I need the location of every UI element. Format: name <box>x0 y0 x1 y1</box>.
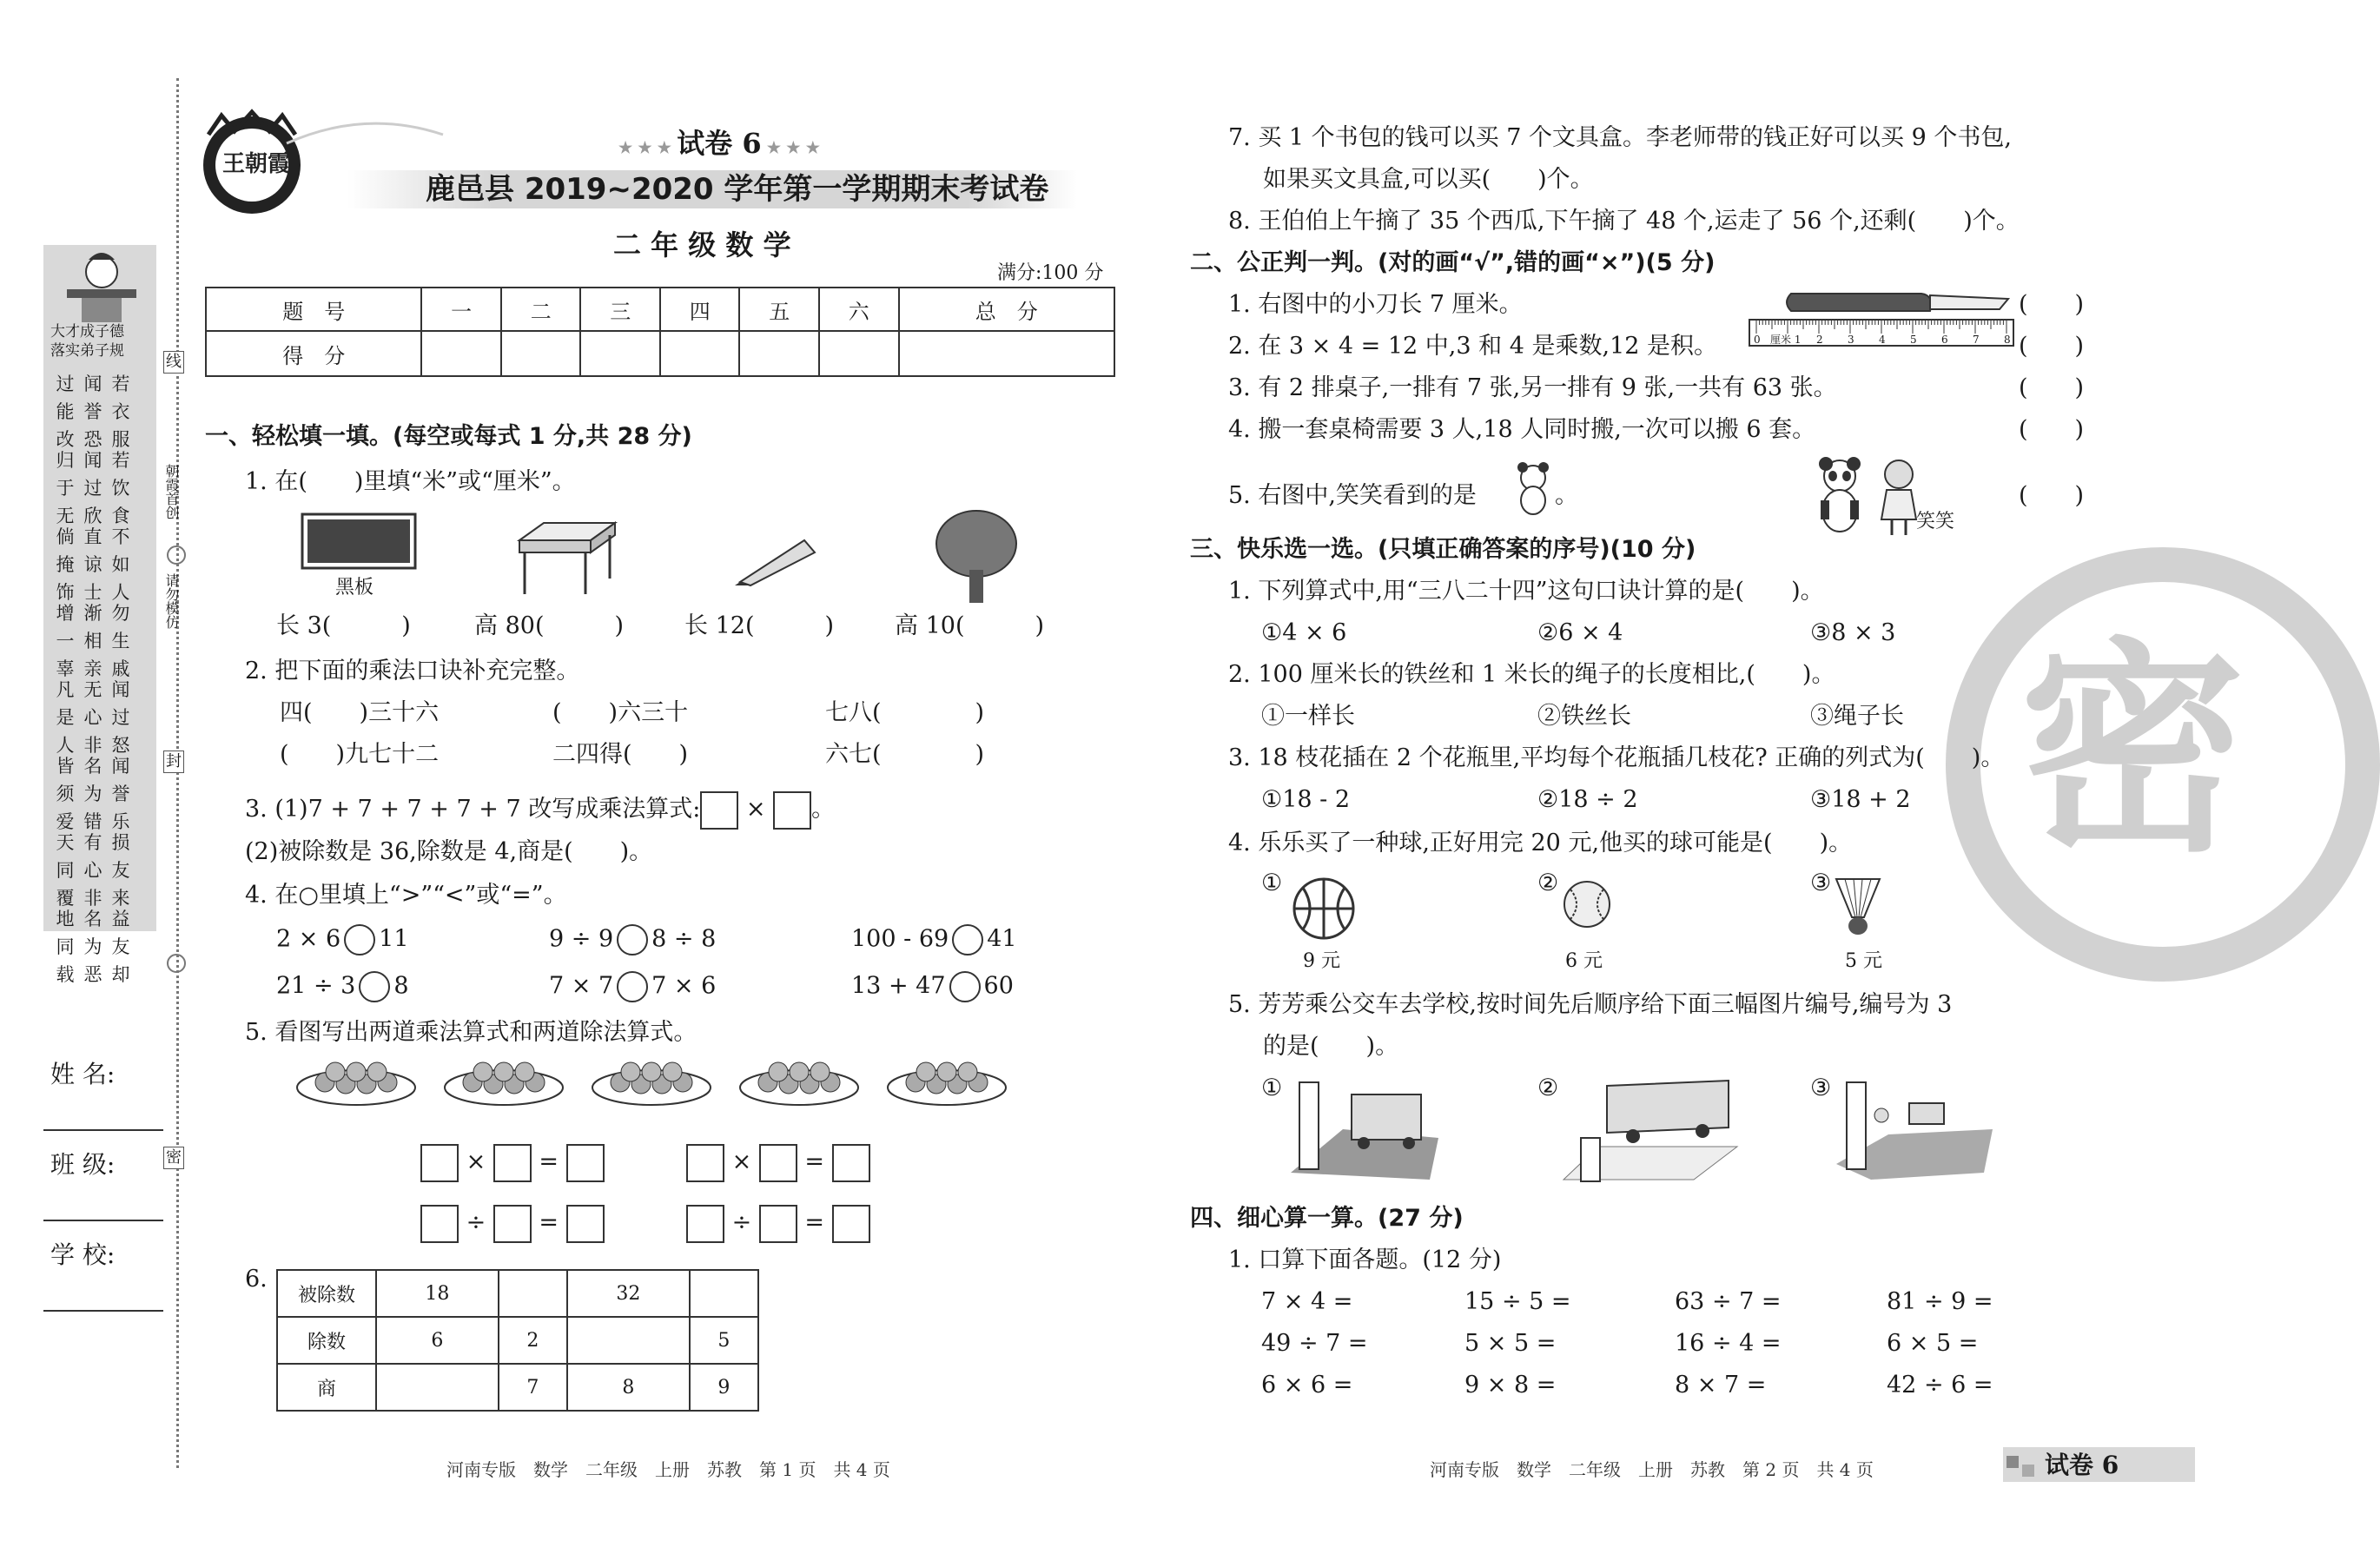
motto-line: 勿生戚 <box>111 603 130 679</box>
calc-item[interactable]: 5 × 5 = <box>1464 1330 1557 1357</box>
judge-item: 3. 有 2 排桌子,一排有 7 张,另一排有 9 张,一共有 63 张。 <box>1228 374 1837 401</box>
bus-picture-3-icon[interactable] <box>1836 1077 1993 1181</box>
q6-cell[interactable] <box>499 1270 567 1317</box>
q6-cell: 8 <box>567 1364 690 1411</box>
section2-title: 二、公正判一判。(对的画“√”,错的画“×”)(5 分) <box>1190 249 1716 276</box>
corner-square-icon <box>2022 1465 2034 1477</box>
motto-title-2: 落实弟子规 <box>50 342 124 360</box>
answer-box[interactable] <box>420 1144 459 1182</box>
choice-mark: ② <box>1537 1075 1559 1101</box>
subject-title: 二 年 级 数 学 <box>613 228 791 261</box>
choice-q5-line1: 5. 芳芳乘公交车去学校,按时间先后顺序给下面三幅图片编号,编号为 3 <box>1228 991 1953 1018</box>
paper-label: ★ ★ ★ 试卷 6 ★ ★ ★ <box>618 127 820 160</box>
side-note-1: 朝霞首创 <box>163 464 180 519</box>
motto-line: 倘掩饰 <box>56 526 75 603</box>
q2-item: 二四得( ) <box>552 741 689 768</box>
blackboard-icon <box>301 512 417 570</box>
q6-cell: 6 <box>376 1317 499 1364</box>
calc-item[interactable]: 6 × 6 = <box>1261 1372 1353 1399</box>
motto-line: 增一辜 <box>56 603 75 679</box>
ruler-label: 厘米 1 <box>1770 334 1802 346</box>
answer-box[interactable] <box>832 1205 870 1243</box>
choice-mark: ① <box>1261 870 1283 896</box>
answer-box[interactable] <box>700 791 738 830</box>
logo-text: 王朝霞 <box>222 151 291 177</box>
compare-item: 21 ÷ 3 8 <box>276 971 409 1002</box>
ruler-label: 0 <box>1754 334 1761 346</box>
q6-cell[interactable] <box>690 1270 758 1317</box>
q6-cell: 2 <box>499 1317 567 1364</box>
panda-back-icon <box>1513 462 1553 516</box>
q1-item: 长 12( ) <box>684 612 835 639</box>
ball-price: 6 元 <box>1565 950 1603 972</box>
q5-mult-2: × = <box>686 1143 870 1182</box>
footer-right: 河南专版 数学 二年级 上册 苏教 第 2 页 共 4 页 <box>1430 1459 1874 1480</box>
ruler-label: 7 <box>1973 334 1980 346</box>
answer-box[interactable] <box>493 1205 532 1243</box>
score-cell[interactable] <box>899 331 1114 376</box>
q6-cell: 7 <box>499 1364 567 1411</box>
motto-line: 若衣服 <box>111 374 130 450</box>
motto-line: 若饮食 <box>111 450 130 526</box>
motto-line: 闻过怒 <box>111 679 130 756</box>
choice-q3: 3. 18 枝花插在 2 个花瓶里,平均每个花瓶插几枝花? 正确的列式为( )。 <box>1228 744 2005 771</box>
compare-circle[interactable] <box>617 971 648 1002</box>
panda-icon <box>1812 457 1868 539</box>
motto-line: 损友来 <box>111 832 130 909</box>
ruler-label: 6 <box>1941 334 1948 346</box>
motto-line: 不如人 <box>111 526 130 603</box>
exam-title: 鹿邑县 2019~2020 学年第一学期期末考试卷 <box>426 172 1049 207</box>
q2-item: ( )六三十 <box>552 699 689 726</box>
motto-line: 有心非 <box>83 832 102 909</box>
choice-mark: ③ <box>1810 1075 1832 1101</box>
ruler-label: 3 <box>1848 334 1854 346</box>
score-header: 六 <box>819 288 899 331</box>
section4-title: 四、细心算一算。(27 分) <box>1190 1205 1464 1232</box>
choice-mark: ③ <box>1810 870 1832 896</box>
motto-line: 名为恶 <box>83 909 102 985</box>
q2-item: 七八( ) <box>825 699 985 726</box>
tree-icon <box>933 509 1020 605</box>
motto-line: 无心非 <box>83 679 102 756</box>
judge-item: 1. 右图中的小刀长 7 厘米。 <box>1228 291 1523 318</box>
q1-item: 高 10( ) <box>895 612 1045 639</box>
q1-item: 长 3( ) <box>276 612 411 639</box>
q6-cell: 除数 <box>277 1317 376 1364</box>
motto-line: 闻誉乐 <box>111 756 130 832</box>
name-label: 姓 名: <box>50 1060 116 1088</box>
ruler-label: 5 <box>1910 334 1917 346</box>
motto-line: 过能改 <box>56 374 75 450</box>
basketball-icon[interactable] <box>1291 876 1357 942</box>
q1-prompt: 1. 在( )里填“米”或“厘米”。 <box>245 468 576 495</box>
score-cell[interactable] <box>660 331 740 376</box>
q6-cell[interactable] <box>376 1364 499 1411</box>
cartoon-boy-icon <box>54 248 149 326</box>
answer-box[interactable] <box>759 1205 797 1243</box>
pencil-icon <box>733 533 820 587</box>
answer-box[interactable] <box>686 1205 724 1243</box>
footer-left: 河南专版 数学 二年级 上册 苏教 第 1 页 共 4 页 <box>446 1459 890 1480</box>
bus-picture-1-icon[interactable] <box>1291 1077 1438 1181</box>
choice-opt[interactable]: ③绳子长 <box>1810 703 1904 730</box>
ruler-label: 4 <box>1879 334 1886 346</box>
judge-item: 4. 搬一套桌椅需要 3 人,18 人同时搬,一次可以搬 6 套。 <box>1228 416 1816 443</box>
calc-item[interactable]: 81 ÷ 9 = <box>1887 1288 1993 1315</box>
calc-item[interactable]: 7 × 4 = <box>1261 1288 1353 1315</box>
motto-line: 渐相亲 <box>83 603 102 679</box>
motto-line: 地同载 <box>56 909 75 985</box>
score-header: 五 <box>739 288 819 331</box>
shuttlecock-icon[interactable] <box>1831 876 1885 938</box>
score-cell[interactable] <box>819 331 899 376</box>
score-header: 一 <box>421 288 501 331</box>
motto-line: 直谅士 <box>83 526 102 603</box>
motto-line: 闻誉恐 <box>83 374 102 450</box>
calc-item[interactable]: 49 ÷ 7 = <box>1261 1330 1368 1357</box>
girl-caption: 笑笑 <box>1916 511 1955 532</box>
compare-circle[interactable] <box>617 924 648 956</box>
q3-part1: 3. (1)7 + 7 + 7 + 7 + 7 改写成乘法算式: × 。 <box>245 790 835 830</box>
calc-item[interactable]: 9 × 8 = <box>1464 1372 1557 1399</box>
name-field[interactable] <box>43 1129 163 1131</box>
choice-q2: 2. 100 厘米长的铁丝和 1 米长的绳子的长度相比,( )。 <box>1228 661 1835 688</box>
compare-circle[interactable] <box>359 971 390 1002</box>
score-header: 题 号 <box>206 288 421 331</box>
q5-prompt: 5. 看图写出两道乘法算式和两道除法算式。 <box>245 1019 697 1046</box>
judge-item: 2. 在 3 × 4 = 12 中,3 和 4 是乘数,12 是积。 <box>1228 333 1718 360</box>
score-cell[interactable] <box>580 331 660 376</box>
compare-item: 9 ÷ 9 8 ÷ 8 <box>549 924 716 956</box>
answer-box[interactable] <box>759 1144 797 1182</box>
answer-box[interactable] <box>773 791 811 830</box>
judge-bracket[interactable]: ( ) <box>2019 482 2085 509</box>
choice-opt[interactable]: ①一样长 <box>1261 703 1355 730</box>
answer-box[interactable] <box>832 1144 870 1182</box>
answer-box[interactable] <box>686 1144 724 1182</box>
compare-item: 13 + 47 60 <box>851 971 1014 1002</box>
baseball-icon[interactable] <box>1562 879 1612 929</box>
answer-box[interactable] <box>566 1205 605 1243</box>
choice-opt[interactable]: ③18 + 2 <box>1810 786 1911 813</box>
choice-q4: 4. 乐乐买了一种球,正好用完 20 元,他买的球可能是( )。 <box>1228 830 1853 856</box>
ribbon-decoration-icon <box>287 109 443 161</box>
desk-icon <box>518 521 617 596</box>
score-cell[interactable] <box>739 331 819 376</box>
binding-line <box>176 78 179 1468</box>
judge-bracket[interactable]: ( ) <box>2019 416 2085 443</box>
compare-circle[interactable] <box>344 924 375 956</box>
section3-title: 三、快乐选一选。(只填正确答案的序号)(10 分) <box>1190 536 1696 563</box>
ball-price: 5 元 <box>1845 950 1882 972</box>
ball-price: 9 元 <box>1303 950 1340 972</box>
q6-cell: 32 <box>567 1270 690 1317</box>
fold-mark-secret: 密 <box>163 1147 184 1169</box>
motto-line: 天同覆 <box>56 832 75 909</box>
corner-paper-label: 试卷 6 <box>2045 1451 2119 1479</box>
choice-opt[interactable]: ①4 × 6 <box>1261 619 1347 646</box>
choice-q5-line2: 的是( )。 <box>1263 1033 1399 1060</box>
calc-item[interactable]: 15 ÷ 5 = <box>1464 1288 1571 1315</box>
judge-bracket[interactable]: ( ) <box>2019 374 2085 401</box>
q4-prompt: 4. 在○里填上“>”“<”或“=”。 <box>245 882 567 909</box>
compare-item: 7 × 7 7 × 6 <box>549 971 716 1002</box>
q2-item: 六七( ) <box>825 741 985 768</box>
calc-item[interactable]: 42 ÷ 6 = <box>1887 1372 1993 1399</box>
q2-prompt: 2. 把下面的乘法口诀补充完整。 <box>245 658 580 684</box>
school-label: 学 校: <box>50 1240 116 1269</box>
calc-item[interactable]: 63 ÷ 7 = <box>1675 1288 1782 1315</box>
score-header: 总 分 <box>899 288 1114 331</box>
q1-item: 高 80( ) <box>474 612 625 639</box>
motto-line: 凡是人 <box>56 679 75 756</box>
judge-bracket[interactable]: ( ) <box>2019 333 2085 360</box>
q6-cell: 9 <box>690 1364 758 1411</box>
fold-mark-seal: 封 <box>163 751 184 773</box>
class-label: 班 级: <box>50 1150 116 1179</box>
full-score: 满分:100 分 <box>997 262 1104 284</box>
motto-line: 闻过欣 <box>83 450 102 526</box>
q6-cell: 被除数 <box>277 1270 376 1317</box>
compare-circle[interactable] <box>952 924 983 956</box>
q3-part2: (2)被除数是 36,除数是 4,商是( )。 <box>245 838 653 865</box>
corner-square-icon <box>2006 1456 2019 1468</box>
q6-cell[interactable] <box>567 1317 690 1364</box>
q7-line1: 7. 买 1 个书包的钱可以买 7 个文具盒。李老师带的钱正好可以买 9 个书包, <box>1228 124 2012 151</box>
choice-mark: ① <box>1261 1075 1283 1101</box>
motto-title-1: 大才成子德 <box>50 323 124 341</box>
choice-mark: ② <box>1537 870 1559 896</box>
answer-box[interactable] <box>566 1144 605 1182</box>
side-note-2: 请勿模仿 <box>163 573 180 629</box>
choice-opt[interactable]: ②铁丝长 <box>1537 703 1631 730</box>
score-header: 四 <box>660 288 740 331</box>
motto-line: 益友却 <box>111 909 130 985</box>
section1-title: 一、轻松填一填。(每空或每式 1 分,共 28 分) <box>205 423 692 450</box>
choice-opt[interactable]: ③8 × 3 <box>1810 619 1896 646</box>
compare-item: 100 - 69 41 <box>851 924 1017 956</box>
q6-cell: 商 <box>277 1364 376 1411</box>
answer-box[interactable] <box>493 1144 532 1182</box>
choice-opt[interactable]: ①18 - 2 <box>1261 786 1351 813</box>
calc-item[interactable]: 16 ÷ 4 = <box>1675 1330 1782 1357</box>
watermark-seal-char: 密 <box>2020 620 2245 883</box>
choice-opt[interactable]: ②18 ÷ 2 <box>1537 786 1638 813</box>
school-field[interactable] <box>43 1310 163 1312</box>
q6-label: 6. <box>245 1266 268 1293</box>
answer-box[interactable] <box>420 1205 459 1243</box>
q7-line2: 如果买文具盒,可以买( )个。 <box>1263 166 1594 193</box>
score-cell[interactable] <box>421 331 501 376</box>
score-header: 二 <box>501 288 581 331</box>
q2-item: ( )九七十二 <box>280 741 440 768</box>
q8: 8. 王伯伯上午摘了 35 个西瓜,下午摘了 48 个,运走了 56 个,还剩( )个。 <box>1228 208 2020 235</box>
motto-line: 名为错 <box>83 756 102 832</box>
q5-div-2: ÷ = <box>686 1204 870 1243</box>
q2-item: 四( )三十六 <box>280 699 440 726</box>
q5-div-1: ÷ = <box>420 1204 605 1243</box>
fruit-plates-icon <box>295 1058 1025 1110</box>
score-row-label: 得 分 <box>206 331 421 376</box>
calc-q1: 1. 口算下面各题。(12 分) <box>1228 1247 1502 1273</box>
judge-item: 5. 右图中,笑笑看到的是 <box>1228 482 1477 509</box>
choice-opt[interactable]: ②6 × 4 <box>1537 619 1623 646</box>
q6-cell: 18 <box>376 1270 499 1317</box>
ruler-label: 8 <box>2004 334 2011 346</box>
score-cell[interactable] <box>501 331 581 376</box>
score-table <box>205 287 1115 377</box>
judge-bracket[interactable]: ( ) <box>2019 291 2085 318</box>
fold-circle-icon <box>167 954 186 973</box>
fold-circle-icon <box>167 546 186 565</box>
q6-cell: 5 <box>690 1317 758 1364</box>
score-header: 三 <box>580 288 660 331</box>
calc-item[interactable]: 8 × 7 = <box>1675 1372 1767 1399</box>
motto-line: 归于无 <box>56 450 75 526</box>
choice-q1: 1. 下列算式中,用“三八二十四”这句口诀计算的是( )。 <box>1228 578 1824 605</box>
ruler-label: 2 <box>1816 334 1823 346</box>
compare-circle[interactable] <box>949 971 981 1002</box>
q5-mult-1: × = <box>420 1143 605 1182</box>
blackboard-caption: 黑板 <box>335 577 374 598</box>
q6-table <box>276 1269 759 1412</box>
calc-item[interactable]: 6 × 5 = <box>1887 1330 1979 1357</box>
bus-picture-2-icon[interactable] <box>1564 1077 1737 1181</box>
fold-mark-line: 线 <box>163 351 184 374</box>
compare-item: 2 × 6 11 <box>276 924 409 956</box>
class-field[interactable] <box>43 1220 163 1221</box>
motto-line: 皆须爱 <box>56 756 75 832</box>
